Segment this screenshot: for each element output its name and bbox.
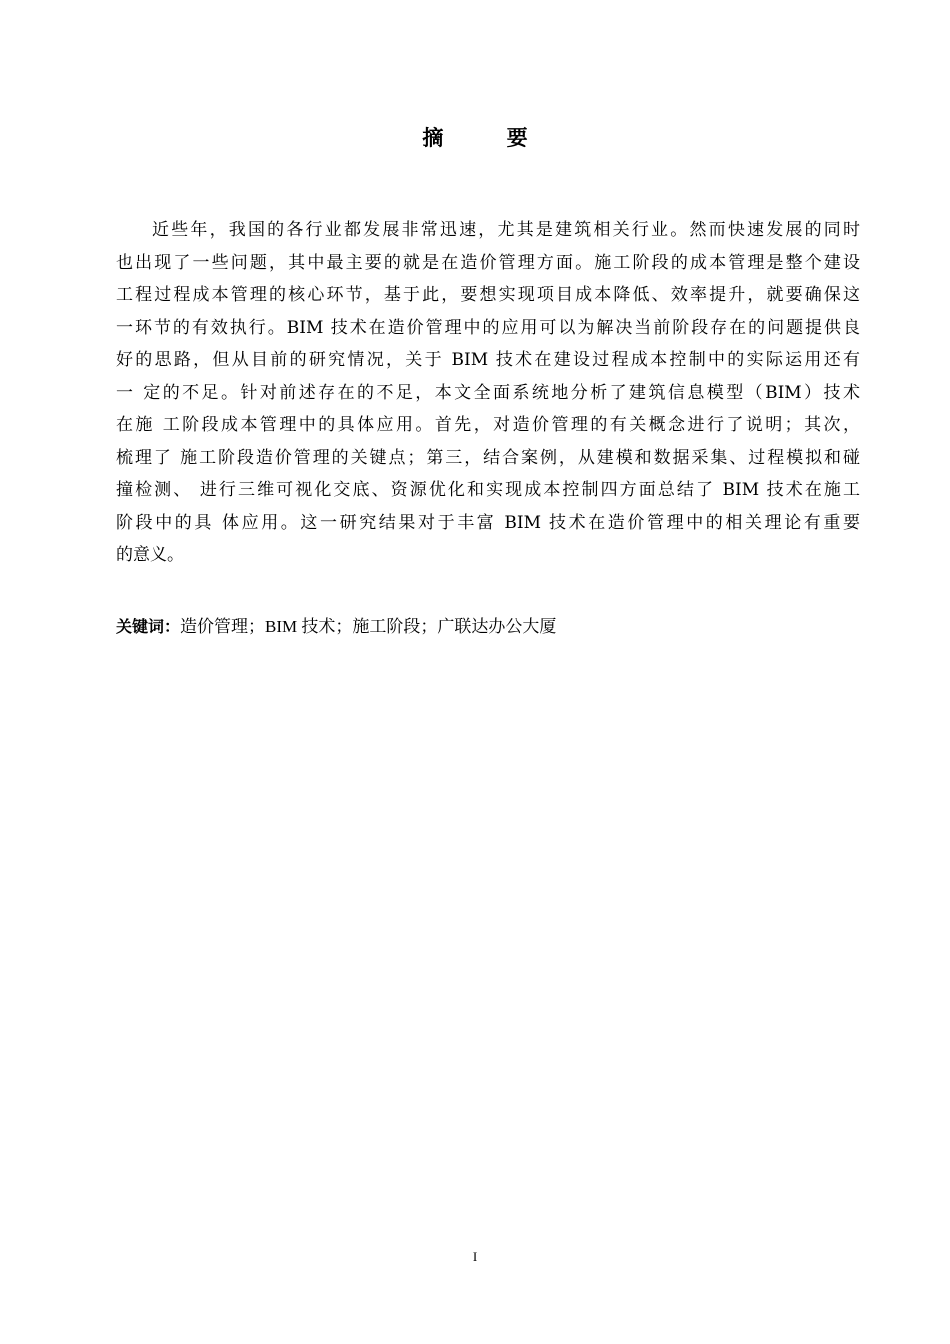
abstract-line: 一 定的不足。针对前述存在的不足，本文全面系统地分析了建筑信息模型（BIM）技术 [116,382,860,403]
abstract-line: 梳理了 施工阶段造价管理的关键点；第三，结合案例，从建模和数据采集、过程模拟和碰 [116,447,860,468]
page-number: I [472,1249,478,1264]
keywords-label: 关键词： [116,617,181,636]
abstract-line: 工程过程成本管理的核心环节，基于此，要想实现项目成本降低、效率提升，就要确保这 [116,285,860,305]
abstract-line: 阶段中的具 体应用。这一研究结果对于丰富 BIM 技术在造价管理中的相关理论有重要 [116,512,860,533]
abstract-line: 也出现了一些问题，其中最主要的就是在造价管理方面。施工阶段的成本管理是整个建设 [116,252,860,273]
keywords-text: 造价管理；BIM 技术；施工阶段；广联达办公大厦 [180,617,557,636]
abstract-line: 撞检测、 进行三维可视化交底、资源优化和实现成本控制四方面总结了 BIM 技术在施工 [116,480,860,500]
abstract-line: 近些年，我国的各行业都发展非常迅速，尤其是建筑相关行业。然而快速发展的同时 [152,220,860,240]
abstract-title: 摘 要 [422,126,556,150]
keywords [116,612,860,642]
abstract-line: 好的思路，但从目前的研究情况，关于 BIM 技术在建设过程成本控制中的实际运用还有 [116,350,860,370]
abstract-line: 在施 工阶段成本管理中的具体应用。首先，对造价管理的有关概念进行了说明；其次， [116,415,860,435]
abstract-line: 的意义。 [116,545,184,565]
abstract-body [116,214,860,572]
abstract-line: 一环节的有效执行。BIM 技术在造价管理中的应用可以为解决当前阶段存在的问题提供良 [116,317,860,338]
